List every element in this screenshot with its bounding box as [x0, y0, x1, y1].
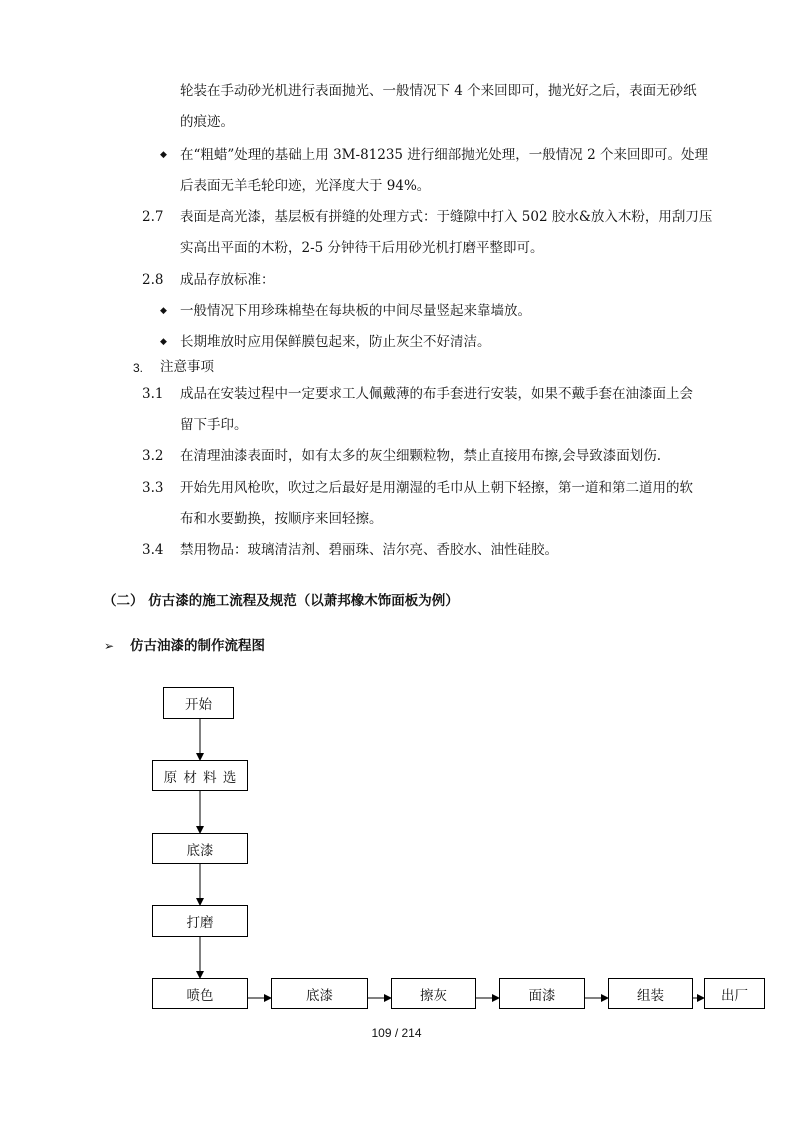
flow-node-start: 开始: [163, 687, 234, 719]
flow-node-primer-2: 底漆: [271, 978, 368, 1009]
section-text: 实高出平面的木粉，2-5 分钟待干后用砂光机打磨平整即可。: [180, 240, 544, 256]
flow-node-primer: 底漆: [152, 833, 248, 864]
paragraph-line: 的痕迹。: [180, 114, 234, 130]
section-number: 3.3: [142, 480, 164, 496]
bullet-icon: ◆: [160, 337, 167, 347]
page-number: 109 / 214: [371, 1026, 422, 1040]
bullet-text: 在“粗蜡”处理的基础上用 3M-81235 进行细部抛光处理，一般情况 2 个来回即可。处理: [180, 147, 708, 163]
flow-node-sanding: 打磨: [152, 905, 248, 937]
section-number: 3.4: [142, 542, 164, 558]
section-text: 禁用物品：玻璃清洁剂、碧丽珠、洁尔亮、香胶水、油性硅胶。: [180, 542, 558, 558]
bullet-icon: ◆: [160, 306, 167, 316]
bullet-text: 后表面无羊毛轮印迹，光泽度大于 94%。: [180, 178, 431, 194]
section-text: 布和水要勤换，按顺序来回轻擦。: [180, 511, 383, 527]
flow-node-shipment: 出厂: [704, 978, 765, 1009]
bullet-text: 长期堆放时应用保鲜膜包起来，防止灰尘不好清洁。: [180, 334, 491, 350]
section-number: 2.8: [142, 272, 164, 288]
flow-node-spray-color: 喷色: [152, 978, 248, 1009]
subsection-title: 仿古油漆的制作流程图: [130, 638, 265, 654]
arrow-marker-icon: ➢: [104, 639, 115, 653]
flow-node-assembly: 组装: [608, 978, 693, 1009]
flow-node-wipe-ash: 擦灰: [391, 978, 476, 1009]
section-number: 3.: [133, 361, 144, 375]
section-text: 留下手印。: [180, 417, 248, 433]
section-text: 在清理油漆表面时，如有太多的灰尘细颗粒物，禁止直接用布擦,会导致漆面划伤.: [180, 448, 662, 464]
bullet-icon: ◆: [160, 150, 167, 160]
section-text: 成品存放标准：: [180, 272, 275, 288]
section-text: 表面是高光漆，基层板有拼缝的处理方式：于缝隙中打入 502 胶水&放入木粉，用刮刀压: [180, 209, 713, 225]
paragraph-line: 轮装在手动砂光机进行表面抛光、一般情况下 4 个来回即可，抛光好之后，表面无砂纸: [180, 83, 697, 99]
section-number: 3.2: [142, 448, 164, 464]
section-title: （二） 仿古漆的施工流程及规范（以萧邦橡木饰面板为例）: [103, 593, 459, 609]
section-number: 3.1: [142, 386, 164, 402]
bullet-text: 一般情况下用珍珠棉垫在每块板的中间尽量竖起来靠墙放。: [180, 303, 531, 319]
flow-node-material-selection: 原 材 料 选: [152, 760, 248, 791]
section-heading: 注意事项: [160, 359, 214, 375]
section-text: 成品在安装过程中一定要求工人佩戴薄的布手套进行安装，如果不戴手套在油漆面上会: [180, 386, 693, 402]
section-number: 2.7: [142, 209, 164, 225]
section-text: 开始先用风枪吹，吹过之后最好是用潮湿的毛巾从上朝下轻擦，第一道和第二道用的软: [180, 480, 693, 496]
flow-node-topcoat: 面漆: [499, 978, 585, 1009]
